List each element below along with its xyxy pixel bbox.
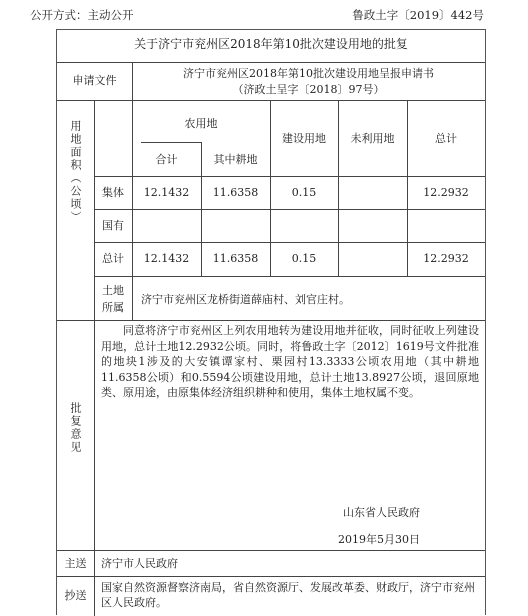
- signer: 山东省人民政府: [343, 506, 420, 519]
- ownership-value: 济宁市兖州区龙桥街道薛庙村、刘官庄村。: [141, 293, 350, 306]
- cc-label: 抄送: [64, 589, 87, 602]
- cell-collective-subtotal: 12.1432: [143, 186, 190, 199]
- col-farmland: 其中耕地: [213, 153, 258, 166]
- cc-value: 国家自然资源督察济南局，省自然资源厅、发展改革委、财政厅，济宁市兖州区人民政府。: [101, 581, 475, 609]
- main-send-value: 济宁市人民政府: [101, 557, 178, 570]
- ownership-label-1: 土地: [102, 284, 124, 297]
- opinion-label: 批复意见: [69, 402, 82, 454]
- cell-grand-construction: 0.15: [291, 252, 317, 265]
- col-agricultural: 农用地: [184, 117, 218, 130]
- cell-grand-farmland: 11.6358: [212, 252, 259, 265]
- opinion-text: 同意将济宁市兖州区上列农用地转为建设用地并征收，同时征收上列建设用地，总计土地12.2932公顷。同时，将鲁政土字〔2012〕1619号文件批准的地块1涉及的大安镇谭家村、栗园村13.3333公顷农用地（其中耕地11.6358公顷）和0.5594公顷建设用地，总计土地13.8927公顷，退回原地类、原用途，由原集体经济组织耕种和使用，集体土地权属不变。: [101, 324, 479, 399]
- document-header: [0, 0, 528, 30]
- cell-grand-subtotal: 12.1432: [143, 252, 190, 265]
- document-title: 关于济宁市兖州区2018年第10批次建设用地的批复: [134, 37, 408, 51]
- row-label-collective: 集体: [102, 186, 124, 199]
- application-label: 申请文件: [72, 74, 117, 87]
- approval-date: 2019年5月30日: [338, 533, 420, 546]
- document-number: 鲁政土字〔2019〕442号: [352, 8, 484, 22]
- col-construction: 建设用地: [282, 132, 326, 145]
- disclosure-method: 公开方式：主动公开: [30, 8, 134, 22]
- col-unused: 未利用地: [350, 132, 395, 145]
- col-subtotal: 合计: [155, 153, 178, 166]
- application-line-1: 济宁市兖州区2018年第10批次建设用地呈报申请书: [183, 67, 434, 80]
- cell-grand-total: 12.2932: [423, 252, 469, 265]
- row-label-grand-total: 总计: [102, 252, 124, 265]
- application-line-2: （济政土呈字〔2018〕97号）: [232, 83, 385, 96]
- cell-collective-farmland: 11.6358: [212, 186, 259, 199]
- main-send-label: 主送: [64, 557, 87, 570]
- cell-collective-construction: 0.15: [291, 186, 317, 199]
- cell-collective-total: 12.2932: [423, 186, 469, 199]
- land-area-label: 用地面积（公顷）: [69, 120, 82, 224]
- col-total: 总计: [435, 132, 457, 145]
- approval-form: [56, 29, 486, 615]
- ownership-label-2: 所属: [102, 301, 124, 314]
- row-label-state: 国有: [102, 219, 124, 232]
